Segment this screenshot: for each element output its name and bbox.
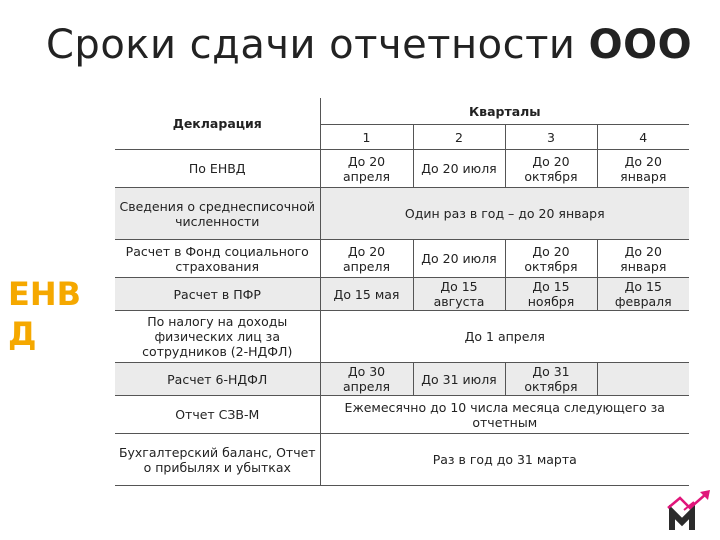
quarter-3-deadline: До 20 октября [505, 150, 597, 188]
side-label-envd: ЕНВД [8, 275, 82, 353]
row-label: Сведения о среднесписочной численности [115, 188, 320, 240]
quarter-1-deadline: До 20 апреля [320, 150, 413, 188]
header-quarter-3: 3 [505, 125, 597, 150]
quarter-3-deadline: До 20 октября [505, 240, 597, 278]
table-row [115, 311, 689, 363]
table-row [115, 240, 689, 278]
table-row [115, 150, 689, 188]
page-title [46, 22, 692, 68]
quarter-4-deadline: До 15 февраля [597, 278, 689, 311]
quarter-2-deadline: До 15 августа [413, 278, 505, 311]
table-row [115, 434, 689, 486]
quarter-3-deadline: До 15 ноября [505, 278, 597, 311]
row-label: По налогу на доходы физических лиц за сотрудников (2-НДФЛ) [115, 311, 320, 363]
row-label: Расчет в Фонд социального страхования [115, 240, 320, 278]
quarter-2-deadline: До 31 июля [413, 363, 505, 396]
reporting-deadlines-table [115, 98, 689, 486]
quarter-4-deadline [597, 363, 689, 396]
title-bold: ООО [588, 22, 693, 68]
row-label: Бухгалтерский баланс, Отчет о прибылях и убытках [115, 434, 320, 486]
table-row [115, 363, 689, 396]
quarter-4-deadline: До 20 января [597, 240, 689, 278]
row-label: Отчет СЗВ-М [115, 396, 320, 434]
table-row [115, 278, 689, 311]
header-quarter-1: 1 [320, 125, 413, 150]
table-row [115, 396, 689, 434]
row-label: Расчет 6-НДФЛ [115, 363, 320, 396]
row-span-value: Один раз в год – до 20 января [320, 188, 689, 240]
row-label: Расчет в ПФР [115, 278, 320, 311]
row-span-value: Раз в год до 31 марта [320, 434, 689, 486]
quarter-2-deadline: До 20 июля [413, 150, 505, 188]
row-span-value: Ежемесячно до 10 числа месяца следующего за отчетным [320, 396, 689, 434]
m-arrow-logo-icon [666, 488, 714, 534]
header-declaration: Декларация [115, 98, 320, 150]
quarter-4-deadline: До 20 января [597, 150, 689, 188]
row-span-value: До 1 апреля [320, 311, 689, 363]
quarter-2-deadline: До 20 июля [413, 240, 505, 278]
header-quarter-2: 2 [413, 125, 505, 150]
quarter-3-deadline: До 31 октября [505, 363, 597, 396]
table-row [115, 188, 689, 240]
header-quarters: Кварталы [320, 98, 689, 125]
quarter-1-deadline: До 20 апреля [320, 240, 413, 278]
table-body [115, 150, 689, 486]
title-main: Сроки сдачи отчетности [46, 22, 589, 68]
row-label: По ЕНВД [115, 150, 320, 188]
quarter-1-deadline: До 15 мая [320, 278, 413, 311]
quarter-1-deadline: До 30 апреля [320, 363, 413, 396]
header-quarter-4: 4 [597, 125, 689, 150]
